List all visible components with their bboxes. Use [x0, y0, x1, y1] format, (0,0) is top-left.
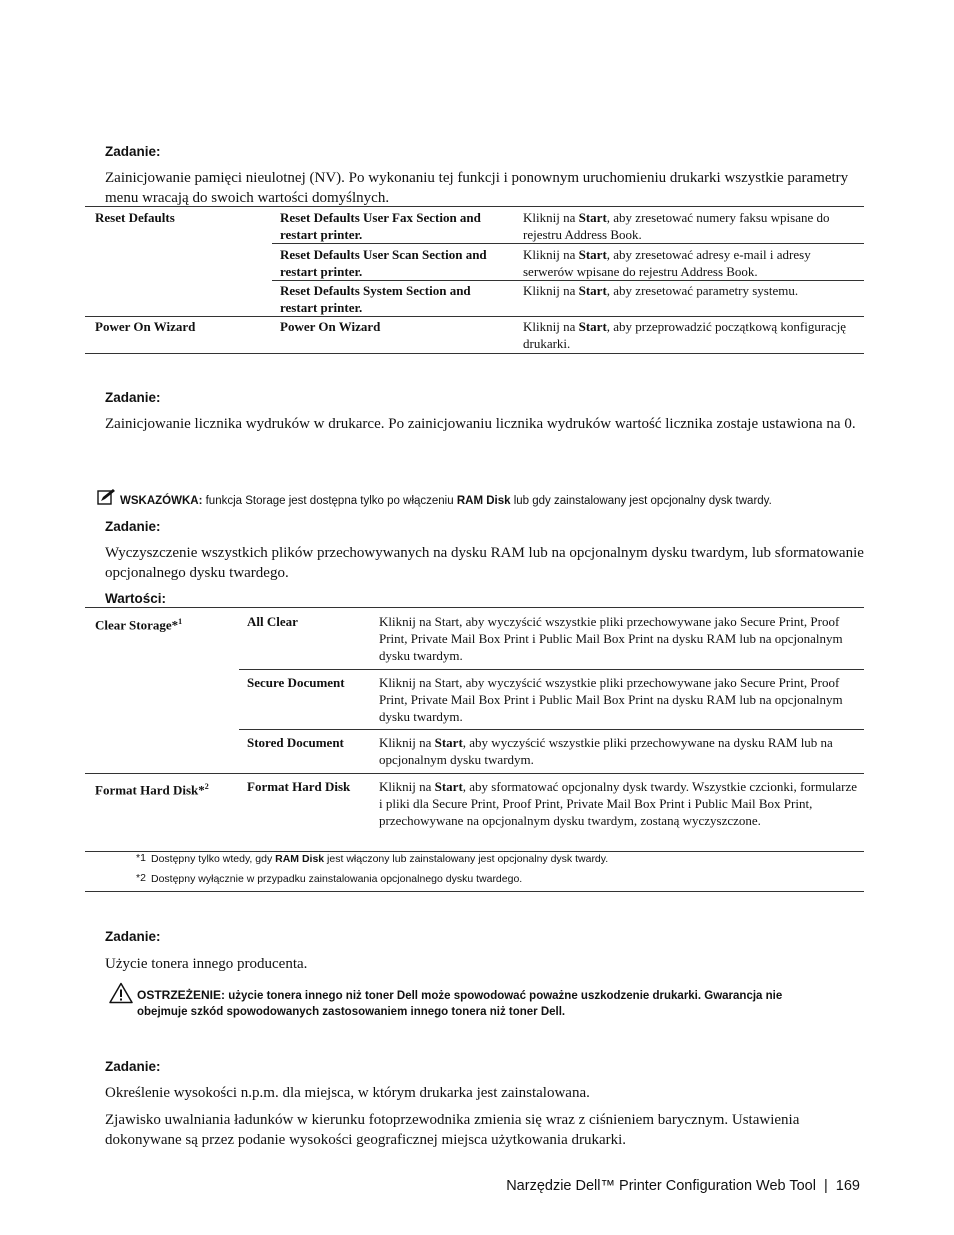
table-cell-option: Secure Document — [247, 675, 345, 690]
table-cell-description: Kliknij na Start, aby zresetować parametry systemu. — [523, 283, 799, 298]
task-description: Określenie wysokości n.p.m. dla miejsca, w którym drukarka jest zainstalowana. — [105, 1085, 590, 1101]
task-label: Zadanie: — [105, 929, 161, 944]
footnote-text: Dostępny wyłącznie w przypadku zainstalowania opcjonalnego dysku twardego. — [151, 873, 523, 885]
table-cell-name: Clear Storage*$^1$ — [95, 617, 183, 633]
table-row-rule — [85, 773, 864, 774]
table-row-rule — [239, 729, 864, 730]
warning-text-continued: obejmuje szkód spowodowanych zastosowaniem innego tonera niż toner Dell. — [137, 1006, 566, 1018]
table-cell-description: Kliknij na Start, aby wyczyścić wszystkie pliki przechowywane na dysku RAM lub na opcjonalnym dysku twardym. — [379, 735, 833, 767]
table-bottom-rule — [85, 891, 864, 892]
table-cell-description: Kliknij na Start, aby wyczyścić wszystkie pliki przechowywane jako Secure Print, Proof Print, Private Mail Box Print i Public Mail Box Print na dysku RAM lub na opcjonalnym dysku twardym. — [379, 675, 843, 724]
table-cell-option: Reset Defaults System Section and restart printer. — [280, 283, 471, 315]
table-cell-description: Kliknij na Start, aby sformatować opcjonalny dysk twardy. Wszystkie czcionki, formularze i pliki dla Secure Print, Proof Print, Private Mail Box Print i Public Mail Box Print, przechowywane na opcjonalnym dysku twardym, zostaną wyczyszczone. — [379, 779, 857, 828]
task-label: Zadanie: — [105, 1059, 161, 1074]
table-row-rule — [272, 280, 864, 281]
table-cell-name: Reset Defaults — [95, 210, 175, 225]
table-cell-description: Kliknij na Start, aby zresetować numery faksu wpisane do rejestru Address Book. — [523, 210, 830, 242]
table-top-rule — [85, 607, 864, 608]
warning-icon — [109, 982, 133, 1004]
task-description: Użycie tonera innego producenta. — [105, 956, 308, 972]
table-row-rule — [85, 316, 864, 317]
table-row-rule — [239, 669, 864, 670]
task-description-detail: Zjawisko uwalniania ładunków w kierunku fotoprzewodnika zmienia się wraz z ciśnieniem barycznym. Ustawienia dokonywane są przez podanie wysokości geograficznej miejsca użytkowania drukarki. — [105, 1112, 800, 1148]
table-cell-name: Power On Wizard — [95, 319, 196, 334]
table-bottom-rule — [85, 353, 864, 354]
table-cell-description: Kliknij na Start, aby przeprowadzić początkową konfigurację drukarki. — [523, 319, 847, 351]
table-cell-option: Reset Defaults User Fax Section and restart printer. — [280, 210, 481, 242]
task-label: Zadanie: — [105, 519, 161, 534]
values-label: Wartości: — [105, 591, 167, 606]
page-number: 169 — [835, 1178, 860, 1194]
table-cell-description: Kliknij na Start, aby wyczyścić wszystkie pliki przechowywane jako Secure Print, Proof Print, Private Mail Box Print i Public Mail Box Print na dysku RAM lub na opcjonalnym dysku twardym. — [379, 614, 843, 663]
table-cell-description: Kliknij na Start, aby zresetować adresy e-mail i adresy serwerów wpisane do rejestru Address Book. — [523, 247, 811, 279]
note-text: WSKAZÓWKA: funkcja Storage jest dostępna tylko po włączeniu RAM Disk lub gdy zainstalowany jest opcjonalny dysk twardy. — [120, 495, 772, 507]
table-row-rule — [272, 243, 864, 244]
table-top-rule — [85, 206, 864, 207]
task-label: Zadanie: — [105, 144, 161, 159]
table-cell-name: Format Hard Disk*$^2$ — [95, 782, 209, 798]
table-footnote-rule — [85, 851, 864, 852]
footer-title: Narzędzie Dell™ Printer Configuration Web Tool — [506, 1178, 816, 1194]
task-description: Wyczyszczenie wszystkich plików przechowywanych na dysku RAM lub na opcjonalnym dysku twardym, lub sformatowanie opcjonalnego dysku twardego. — [105, 545, 864, 581]
task-description: Zainicjowanie pamięci nieulotnej (NV). Po wykonaniu tej funkcji i ponownym uruchomieniu drukarki wszystkie parametry menu wracają do swoich wartości domyślnych. — [105, 170, 849, 206]
table-cell-option: Stored Document — [247, 735, 344, 750]
page-footer — [506, 1178, 860, 1194]
table-cell-option: Reset Defaults User Scan Section and restart printer. — [280, 247, 487, 279]
task-label: Zadanie: — [105, 390, 161, 405]
task-description: Zainicjowanie licznika wydruków w drukarce. Po zainicjowaniu licznika wydruków wartość licznika zostaje ustawiona na 0. — [105, 416, 856, 432]
table-cell-option: Power On Wizard — [280, 319, 381, 334]
footer-separator: | — [823, 1178, 828, 1194]
footnote-mark: *2 — [136, 872, 146, 884]
note-pencil-icon — [97, 488, 117, 506]
table-cell-option: All Clear — [247, 614, 298, 629]
table-cell-option: Format Hard Disk — [247, 779, 351, 794]
footnote-text: Dostępny tylko wtedy, gdy RAM Disk jest włączony lub zainstalowany jest opcjonalny dysk twardy. — [151, 853, 609, 865]
footnote-mark: *1 — [136, 852, 146, 864]
warning-text: OSTRZEŻENIE: użycie tonera innego niż toner Dell może spowodować poważne uszkodzenie drukarki. Gwarancja nie — [137, 988, 783, 1002]
